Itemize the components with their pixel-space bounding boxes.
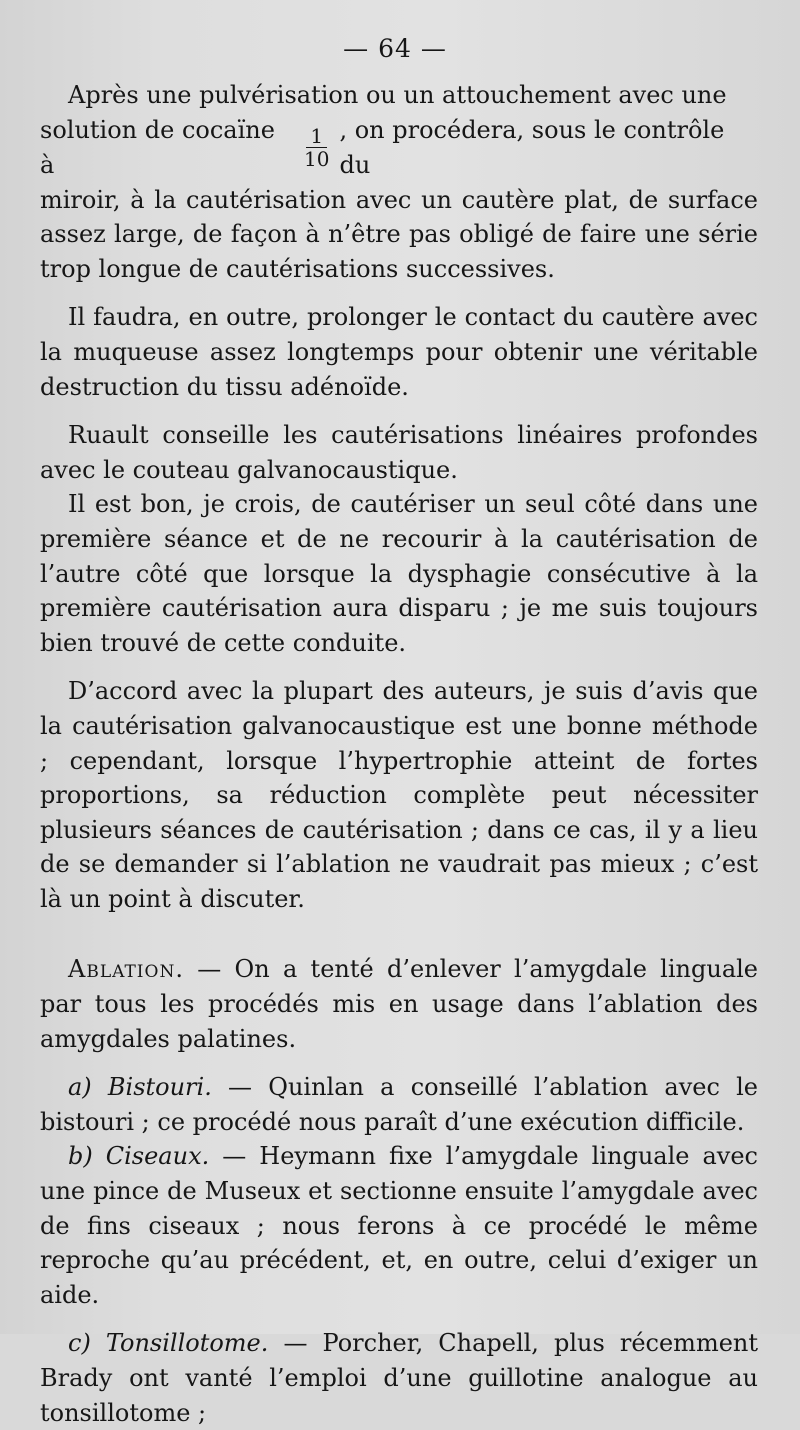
fraction-denominator: 10 xyxy=(304,147,330,172)
method-tonsillotome-text: — Porcher, Chapell, plus récemment Brady ont vanté l’emploi d’une guillotine analogue au tonsillotome ; xyxy=(40,1329,759,1427)
method-bistouri-text: — Quinlan a conseillé l’ablation avec le bistouri ; ce procédé nous paraît d’une exécution difficile. xyxy=(40,1073,758,1136)
page-body xyxy=(40,78,758,1430)
fraction-line xyxy=(40,113,758,183)
paragraph-bon: Il est bon, je crois, de cautériser un seul côté dans une première séance et de ne recourir à la cautérisation de l’autre côté que lorsque la dysphagie consécutive à la première cautérisation aura disparu ; je me suis toujours bien trouvé de cette conduite. xyxy=(40,490,758,657)
page-number: — 64 — xyxy=(343,34,447,63)
method-tonsillotome-label: c) Tonsillotome. xyxy=(68,1329,269,1358)
fraction-line-before: solution de cocaïne à xyxy=(40,116,275,179)
paragraph-ruault: Ruault conseille les cautérisations linéaires profondes avec le couteau galvanocaustique. xyxy=(40,421,758,484)
paragraph-accord: D’accord avec la plupart des auteurs, je suis d’avis que la cautérisation galvanocaustique est une bonne méthode ; cependant, lorsque l’hypertrophie atteint de fortes proportions, sa réduction complète peut nécessiter plusieurs séances de cautérisation ; dans ce cas, il y a lieu de se demander si l’ablation ne vaudrait pas mieux ; c’est là un point à discuter. xyxy=(40,677,758,913)
ablation-heading: Ablation. xyxy=(68,955,184,984)
ablation-text: — On a tenté d’enlever l’amygdale linguale par tous les procédés mis en usage dans l’ablation des amygdales palatines. xyxy=(40,955,758,1053)
fraction-numerator: 1 xyxy=(306,125,327,148)
method-bistouri-label: a) Bistouri. xyxy=(68,1073,212,1102)
method-ciseaux xyxy=(40,1139,758,1312)
method-ciseaux-label: b) Ciseaux. xyxy=(68,1142,210,1171)
method-tonsillotome xyxy=(40,1326,758,1430)
paragraph-faudra: Il faudra, en outre, prolonger le contact du cautère avec la muqueuse assez longtemps pour obtenir une véritable destruction du tissu adénoïde. xyxy=(40,303,758,401)
paragraph-intro: Après une pulvérisation ou un attouchement avec une xyxy=(68,81,727,109)
fraction-line-after: , on procédera, sous le contrôle du xyxy=(339,116,725,179)
method-bistouri xyxy=(40,1070,758,1139)
fraction xyxy=(300,125,333,170)
paragraph-miroir: miroir, à la cautérisation avec un cautère plat, de surface assez large, de façon à n’être pas obligé de faire une série trop longue de cautérisations successives. xyxy=(40,185,758,283)
method-ciseaux-text: — Heymann fixe l’amygdale linguale avec une pince de Museux et sectionne ensuite l’amygdale avec de fins ciseaux ; nous ferons à ce procédé le même reproche qu’au précédent, et, en outre, celui d’exiger un aide. xyxy=(40,1142,758,1309)
paragraph-ablation xyxy=(40,952,758,1056)
